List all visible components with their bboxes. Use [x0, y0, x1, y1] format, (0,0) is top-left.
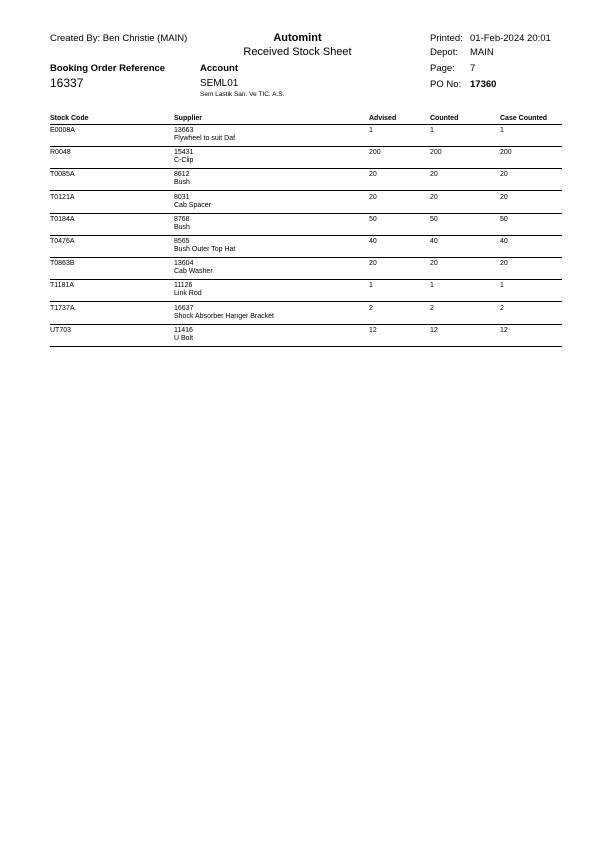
case-counted-cell: 20: [500, 193, 508, 201]
depot-value: MAIN: [470, 47, 494, 58]
stock-code-cell: T0476A: [50, 238, 75, 245]
table-row: [0, 192, 595, 214]
case-counted-cell: 20: [500, 171, 508, 179]
report-subtitle: Received Stock Sheet: [243, 46, 352, 58]
column-header-supplier: Supplier: [174, 115, 203, 122]
item-description-cell: U Bolt: [174, 334, 194, 342]
counted-cell: 2: [430, 304, 434, 312]
supplier-code-cell: 8565: [174, 238, 190, 245]
table-row: [0, 125, 595, 147]
advised-cell: 20: [369, 193, 377, 201]
supplier-code-cell: 11126: [174, 282, 193, 290]
stock-code-cell: T0184A: [50, 215, 75, 223]
item-description-cell: Bush: [174, 223, 190, 231]
counted-cell: 1: [430, 282, 434, 290]
case-counted-cell: 12: [500, 326, 508, 334]
stock-code-cell: UT703: [50, 326, 72, 334]
column-header-counted: Counted: [430, 115, 459, 122]
counted-cell: 20: [430, 260, 438, 268]
counted-cell: 20: [430, 171, 438, 179]
table-row: [0, 303, 595, 325]
created-by: Created By: Ben Christie (MAIN): [50, 33, 188, 44]
advised-cell: 2: [369, 304, 373, 312]
case-counted-cell: 20: [500, 260, 508, 268]
item-description-cell: Flywheel to suit Daf: [174, 135, 236, 142]
booking-order-value: 16337: [50, 76, 84, 90]
depot-label: Depot:: [430, 47, 458, 58]
item-description-cell: Shock Absorber Hanger Bracket: [174, 312, 274, 320]
table-row: [0, 236, 595, 258]
advised-cell: 20: [369, 260, 377, 268]
supplier-code-cell: 13663: [174, 127, 194, 134]
supplier-code-cell: 8031: [174, 193, 190, 201]
page-value: 7: [470, 63, 476, 74]
counted-cell: 20: [430, 193, 438, 201]
case-counted-cell: 200: [500, 149, 512, 157]
supplier-code-cell: 11416: [174, 326, 193, 334]
advised-cell: 20: [369, 171, 377, 179]
booking-order-label: Booking Order Reference: [50, 63, 166, 74]
column-header-advised: Advised: [369, 115, 397, 122]
stock-code-cell: T0085A: [50, 171, 75, 179]
supplier-code-cell: 15431: [174, 149, 194, 157]
printed-label: Printed:: [430, 33, 463, 44]
case-counted-cell: 50: [500, 215, 508, 223]
counted-cell: 50: [430, 215, 438, 223]
counted-cell: 12: [430, 326, 438, 334]
case-counted-cell: 1: [500, 127, 504, 134]
table-row: [0, 258, 595, 280]
case-counted-cell: 40: [500, 238, 508, 245]
report-company-title: Automint: [273, 32, 322, 44]
table-row: [0, 214, 595, 236]
advised-cell: 1: [369, 282, 373, 290]
column-header-stock-code: Stock Code: [50, 115, 89, 122]
stock-code-cell: T0863B: [50, 260, 75, 268]
supplier-code-cell: 8768: [174, 215, 190, 223]
stock-code-cell: T1737A: [50, 304, 75, 312]
account-name: Sem Lastik San. Ve TIC. A.S.: [200, 91, 285, 98]
table-row: [0, 169, 595, 191]
stock-code-cell: T1181A: [50, 282, 74, 290]
case-counted-cell: 1: [500, 282, 504, 290]
printed-value: 01-Feb-2024 20:01: [470, 33, 551, 44]
po-number-label: PO No:: [430, 79, 462, 90]
account-code: SEML01: [200, 78, 239, 89]
page-label: Page:: [430, 63, 455, 74]
table-row: [0, 147, 595, 169]
advised-cell: 1: [369, 127, 373, 134]
item-description-cell: Cab Spacer: [174, 201, 211, 209]
advised-cell: 12: [369, 326, 377, 334]
supplier-code-cell: 8612: [174, 171, 190, 179]
po-number-value: 17360: [470, 79, 497, 90]
counted-cell: 1: [430, 127, 434, 134]
stock-code-cell: R0048: [50, 149, 71, 157]
stock-code-cell: E0008A: [50, 127, 75, 134]
stock-code-cell: T0121A: [50, 193, 75, 201]
column-header-case-counted: Case Counted: [500, 115, 548, 122]
row-divider: [50, 346, 562, 347]
item-description-cell: C-Clip: [174, 157, 194, 165]
item-description-cell: Link Rod: [174, 290, 202, 298]
advised-cell: 200: [369, 149, 381, 157]
item-description-cell: Bush Outer Top Hat: [174, 246, 236, 253]
table-row: [0, 325, 595, 347]
table-row: [0, 280, 595, 302]
item-description-cell: Cab Washer: [174, 268, 213, 276]
case-counted-cell: 2: [500, 304, 504, 312]
counted-cell: 200: [430, 149, 442, 157]
counted-cell: 40: [430, 238, 438, 245]
item-description-cell: Bush: [174, 179, 190, 187]
supplier-code-cell: 13604: [174, 260, 194, 268]
account-label: Account: [200, 63, 238, 74]
advised-cell: 40: [369, 238, 377, 245]
supplier-code-cell: 16637: [174, 304, 194, 312]
advised-cell: 50: [369, 215, 377, 223]
